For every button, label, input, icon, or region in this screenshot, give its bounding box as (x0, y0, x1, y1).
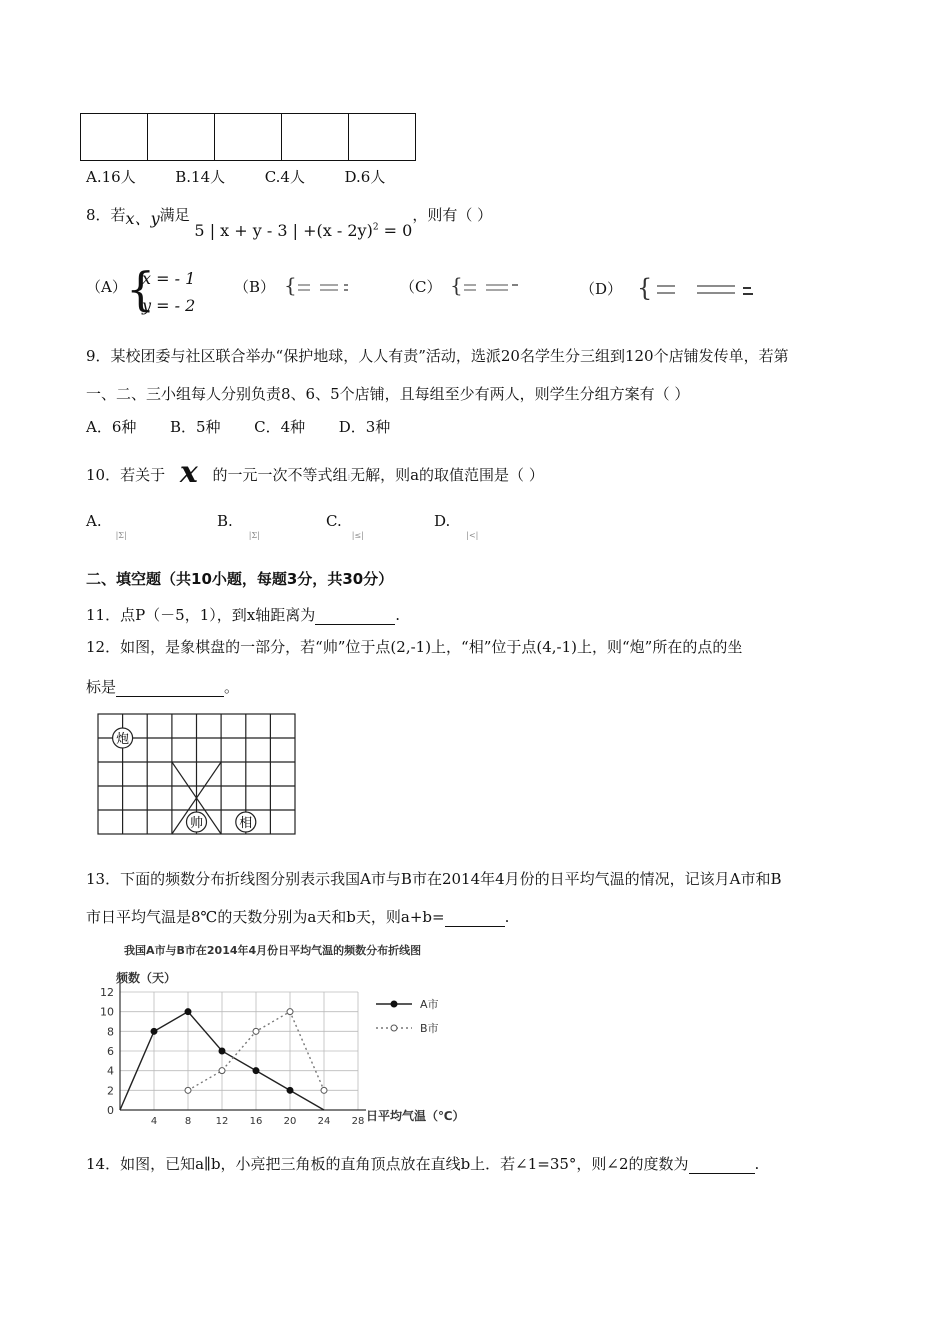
q9-option-b: B．5种 (169, 418, 221, 436)
option-d-image (627, 276, 807, 302)
svg-text:帅: 帅 (189, 816, 204, 831)
q7-option-c: C.4人 (264, 168, 305, 186)
q9-line1: 9．某校团委与社区联合举办“保护地球，人人有责”活动，选派20名学生分三组到120个店铺发传单，若第 (86, 347, 789, 365)
data-point (185, 1087, 191, 1093)
q10-system-image: ⁝ (347, 473, 351, 482)
q13-line1: 13．下面的频数分布折线图分别表示我国A市与B市在2014年4月份的日平均气温的情况，记该月A市和B (86, 870, 782, 888)
data-point (219, 1068, 225, 1074)
answer-blank[interactable] (689, 1157, 755, 1174)
svg-text:{: { (450, 276, 463, 297)
q11: 11．点P（－5，1），到x轴距离为 . (86, 606, 401, 624)
q10-option-c: $C._{|\le|}$ (326, 512, 364, 540)
legend-marker (391, 1001, 397, 1007)
svg-text:{: { (636, 276, 653, 302)
option-c-image (446, 276, 546, 298)
q8-stem: 8．若x、y满足 5 | x + y - 3 | +(x - 2y)$^2$ = 0，则有（ ） (86, 206, 493, 240)
frequency-chart (80, 936, 500, 1136)
q12-line1: 12．如图，是象棋盘的一部分，若“帅”位于点(2,-1)上，“相”位于点(4,-1)上，则“炮”所在的点的坐 (86, 638, 743, 656)
q8-equation: 5 | x + y - 3 | +(x - 2y)$^2$ = 0 (194, 221, 413, 240)
data-point (321, 1087, 327, 1093)
data-point (185, 1009, 191, 1015)
y-tick-label: 6 (107, 1045, 114, 1058)
svg-text:相: 相 (239, 816, 253, 831)
option-b-image (280, 276, 370, 298)
q12-line2: 标是 。 (86, 678, 240, 696)
piece-shuai (187, 812, 207, 832)
table-cell (215, 114, 282, 161)
table-cell (148, 114, 215, 161)
q9-options (86, 416, 390, 437)
q8-option-c: （C） { (400, 276, 546, 298)
data-point (253, 1028, 259, 1034)
legend-marker (391, 1025, 397, 1031)
y-tick-label: 4 (107, 1064, 114, 1078)
x-tick-label: 8 (184, 1116, 192, 1127)
legend-label: B市 (420, 1022, 439, 1035)
answer-blank[interactable] (445, 910, 505, 927)
svg-text:{: { (283, 276, 297, 297)
chart-y-label: 频数（天） (116, 971, 177, 985)
q7-option-a: A.16人 (86, 168, 136, 186)
piece-pao (113, 728, 133, 748)
q8-option-d: （D） { (580, 276, 807, 302)
y-tick-label: 8 (107, 1025, 114, 1039)
q8-option-b: （B） { (234, 276, 370, 298)
q10-option-d: $D._{|<|}$ (434, 512, 479, 540)
data-point (219, 1048, 225, 1054)
data-point (287, 1009, 293, 1015)
q7-option-b: B.14人 (175, 168, 226, 186)
x-tick-label: 24 (317, 1116, 331, 1127)
piece-xiang (236, 812, 256, 832)
table-cell (349, 114, 416, 161)
legend-label: A市 (420, 998, 439, 1011)
x-tick-label: 12 (215, 1116, 229, 1127)
data-point (287, 1087, 293, 1093)
data-point (151, 1028, 157, 1034)
x-tick-label: 20 (283, 1116, 297, 1127)
q9-option-a: A．6种 (86, 418, 137, 436)
chart-x-label: 日平均气温（℃） (366, 1109, 465, 1123)
q13-line2: 市日平均气温是8℃的天数分别为a天和b天，则a+b= . (86, 908, 510, 926)
chessboard-figure (96, 712, 298, 838)
answer-blank[interactable] (315, 608, 395, 625)
y-tick-label: 10 (100, 1005, 114, 1019)
x-tick-label: 16 (249, 1116, 263, 1127)
y-tick-label: 2 (107, 1084, 114, 1098)
q9-option-c: C．4种 (254, 418, 306, 436)
chart-title: 我国A市与B市在2014年4月份日平均气温的频数分布折线图 (124, 944, 422, 957)
q9-line2: 一、二、三小组每人分别负责8、6、5个店铺，且每组至少有两人，则学生分组方案有（ ） (86, 385, 690, 403)
q9-option-d: D．3种 (338, 418, 391, 436)
table-cell (282, 114, 349, 161)
svg-text:炮: 炮 (116, 732, 130, 747)
x-tick-label: 4 (150, 1116, 158, 1127)
x-tick-label: 28 (351, 1116, 365, 1127)
q7-options (86, 166, 385, 187)
q10-stem: 10．若关于 x 的一元一次不等式组⁝无解，则a的取值范围是（ ） (86, 455, 544, 490)
data-point (253, 1068, 259, 1074)
answer-table (80, 113, 416, 161)
q7-option-d: D.6人 (344, 168, 386, 186)
section-title: 二、填空题（共10小题，每题3分，共30分） (86, 570, 394, 588)
answer-blank[interactable] (116, 680, 224, 697)
q14: 14．如图，已知a∥b，小亮把三角板的直角顶点放在直线b上．若∠1=35°，则∠2的度数为 . (86, 1155, 760, 1173)
q10-option-a: $A._{|\Sigma|}$ (86, 512, 127, 540)
q10-option-b: $B._{|\Sigma|}$ (217, 512, 260, 540)
y-tick-label: 0 (107, 1104, 114, 1117)
table-cell (81, 114, 148, 161)
y-tick-label: 12 (100, 986, 114, 999)
